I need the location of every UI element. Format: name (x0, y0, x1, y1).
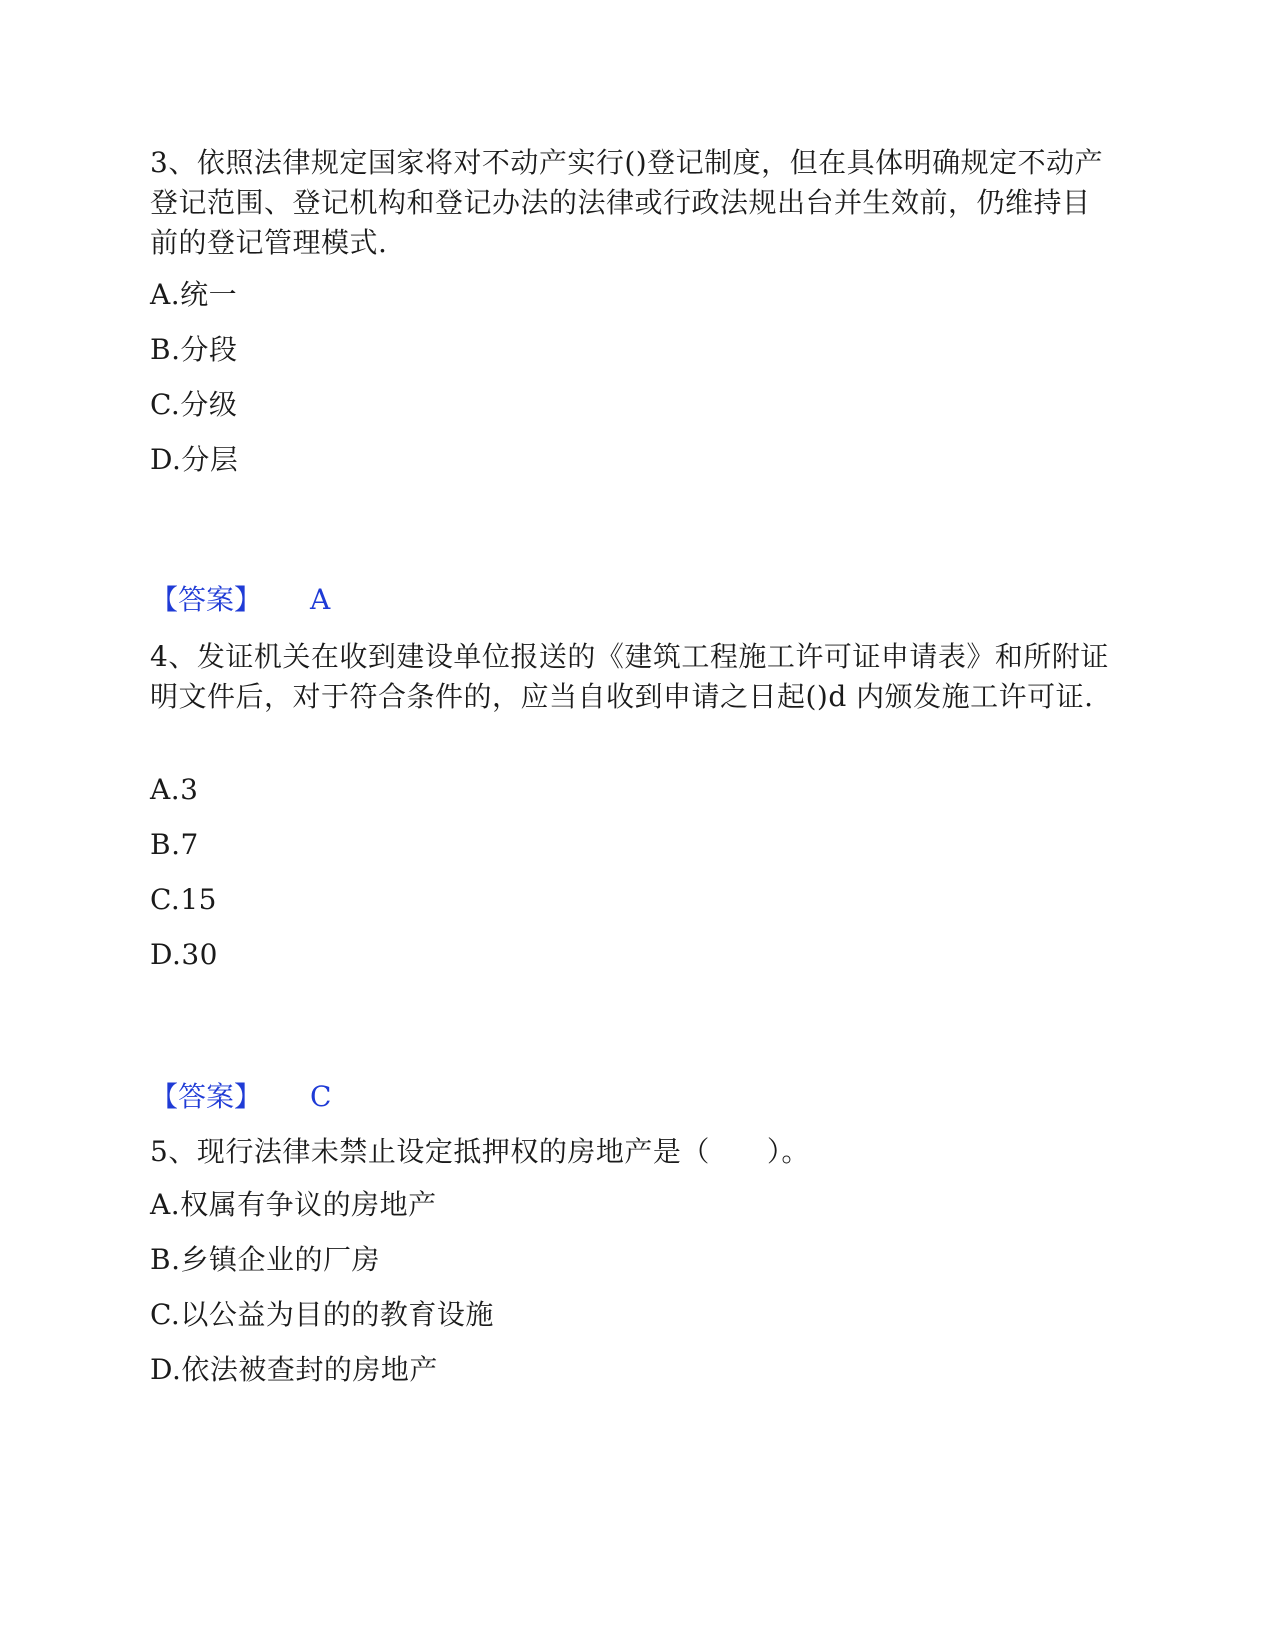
question-5-option-d: D.依法被查封的房地产 (150, 1353, 438, 1386)
question-4-option-d: D.30 (150, 938, 218, 971)
question-4-options (150, 770, 1110, 975)
question-3-option-b: B.分段 (150, 333, 238, 366)
question-3-option-a: A.统一 (150, 278, 238, 311)
question-5-text: 5、现行法律未禁止设定抵押权的房地产是（ ）。 (150, 1135, 810, 1168)
question-3-options (150, 275, 1110, 480)
question-5-option-a: A.权属有争议的房地产 (150, 1188, 437, 1221)
question-5 (150, 1132, 1110, 1172)
question-4-option-b: B.7 (150, 828, 199, 861)
question-5-option-b: B.乡镇企业的厂房 (150, 1243, 380, 1276)
question-4-option-a: A.3 (150, 773, 199, 806)
answer-3-label: 【答案】 (150, 583, 263, 616)
answer-4-label: 【答案】 (150, 1080, 263, 1113)
question-4-text: 4、发证机关在收到建设单位报送的《建筑工程施工许可证申请表》和所附证明文件后，对于符合条件的，应当自收到申请之日起()d 内颁发施工许可证. (150, 640, 1109, 713)
question-3-text: 3、依照法律规定国家将对不动产实行()登记制度，但在具体明确规定不动产登记范围、登记机构和登记办法的法律或行政法规出台并生效前，仍维持目前的登记管理模式. (150, 146, 1104, 259)
question-5-option-c: C.以公益为目的的教育设施 (150, 1298, 494, 1331)
answer-4 (150, 1077, 331, 1117)
question-4-option-c: C.15 (150, 883, 217, 916)
answer-4-value: C (310, 1080, 332, 1113)
question-5-options (150, 1185, 1110, 1390)
question-3 (150, 143, 1110, 263)
answer-3 (150, 580, 330, 620)
question-3-option-d: D.分层 (150, 443, 239, 476)
answer-3-value: A (310, 583, 331, 616)
question-4 (150, 637, 1110, 717)
question-3-option-c: C.分级 (150, 388, 238, 421)
